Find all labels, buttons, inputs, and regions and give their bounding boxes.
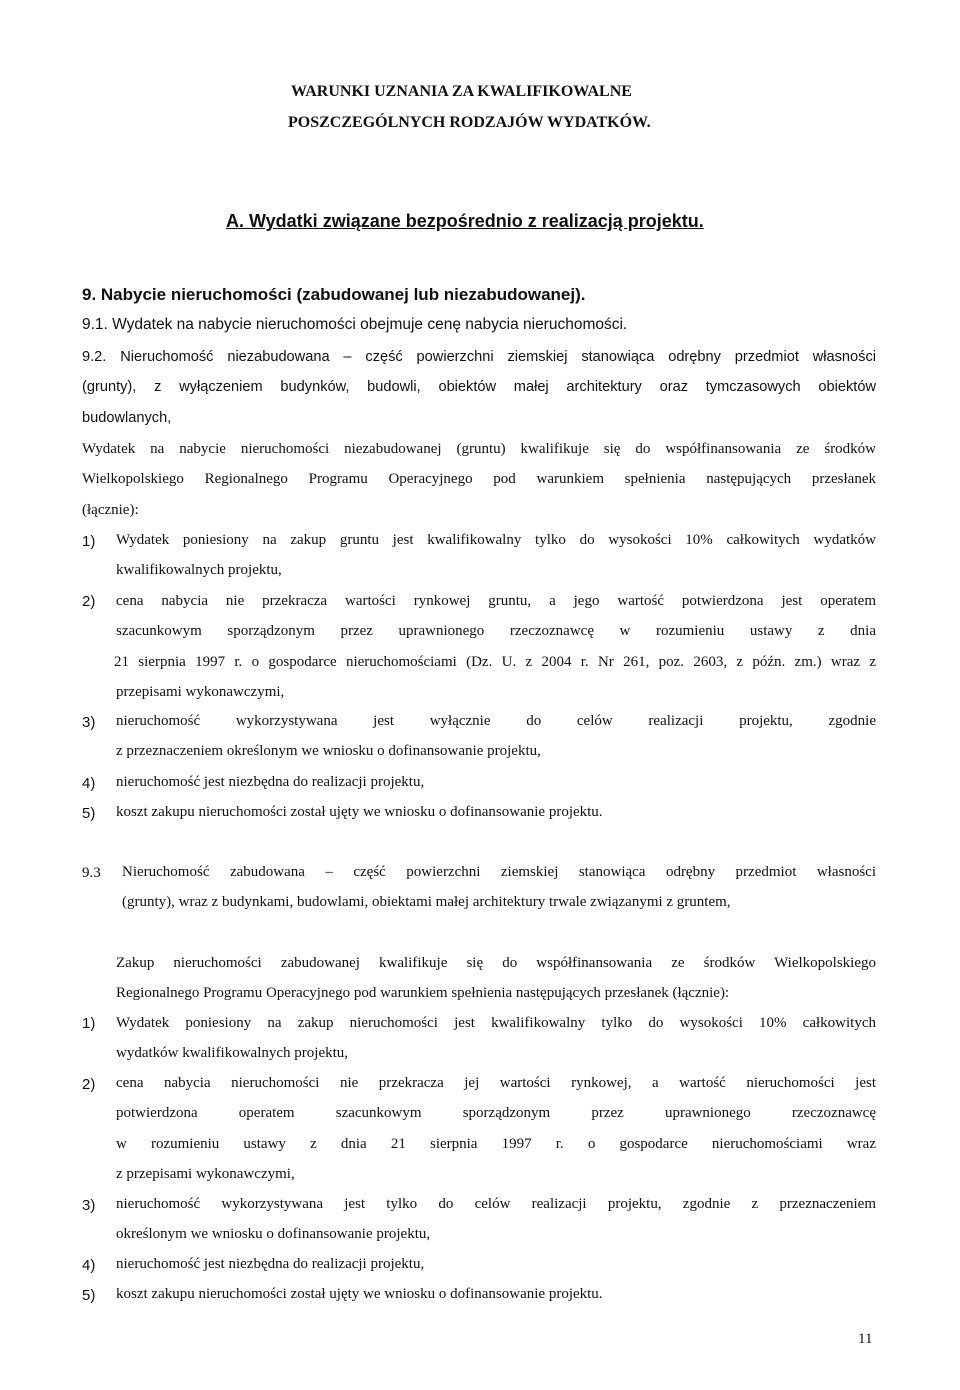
list2-item-1 [116, 1008, 876, 1069]
paragraph-9-2 [82, 342, 876, 433]
list-item-line: koszt zakupu nieruchomości został ujęty we wniosku o dofinansowanie projektu. [116, 1286, 603, 1302]
paragraph-line: Regionalnego Programu Operacyjnego pod warunkiem spełnienia następujących przesłanek (łącznie): [116, 985, 730, 1002]
list-item-line: w rozumieniu ustawy z dnia 21 sierpnia 1997 r. o gospodarce nieruchomościami wraz [116, 1135, 876, 1152]
paragraph-9-1: 9.1. Wydatek na nabycie nieruchomości obejmuje cenę nabycia nieruchomości. [82, 316, 628, 333]
list1-item-5 [116, 797, 876, 827]
list-item-line: Wydatek poniesiony na zakup nieruchomości jest kwalifikowalny tylko do wysokości 10% całkowitych [116, 1015, 876, 1031]
list-item-line: koszt zakupu nieruchomości został ujęty we wniosku o dofinansowanie projektu. [116, 804, 603, 820]
list1-item-2 [116, 586, 876, 707]
page-number: 11 [858, 1331, 873, 1347]
list-item-line: nieruchomość jest niezbędna do realizacji projektu, [116, 774, 425, 790]
paragraph-9-3-intro [116, 948, 876, 1009]
paragraph-9-2-line: budowlanych, [82, 409, 172, 426]
list2-item-4-number: 4) [82, 1257, 96, 1274]
list-item-line: nieruchomość wykorzystywana jest tylko do celów realizacji projektu, zgodnie z przeznaczeniem [116, 1196, 876, 1212]
list-item-line: z przepisami wykonawczymi, [116, 1165, 295, 1182]
list-item-line: nieruchomość jest niezbędna do realizacji projektu, [116, 1256, 425, 1272]
list-item-line: nieruchomość wykorzystywana jest wyłącznie do celów realizacji projektu, zgodnie [116, 713, 876, 729]
list-item-line: szacunkowym sporządzonym przez uprawnionego rzeczoznawcę w rozumieniu ustawy z dnia [116, 623, 876, 640]
list-item-line: 21 sierpnia 1997 r. o gospodarce nieruchomościami (Dz. U. z 2004 r. Nr 261, poz. 2603, z późn. zm.) wraz z [114, 653, 876, 670]
list-item-line: wydatków kwalifikowalnych projektu, [116, 1045, 349, 1062]
list-item-line: określonym we wniosku o dofinansowanie projektu, [116, 1226, 431, 1243]
paragraph-line: Wydatek na nabycie nieruchomości niezabudowanej (gruntu) kwalifikuje się do współfinansowania ze środków [82, 441, 876, 457]
list-item-line: cena nabycia nie przekracza wartości rynkowej gruntu, a jego wartość potwierdzona jest operatem [116, 593, 876, 609]
paragraph-9-2-line: 9.2. Nieruchomość niezabudowana – część powierzchni ziemskiej stanowiąca odrębny przedmiot własności [82, 349, 876, 365]
list2-item-2 [116, 1068, 876, 1189]
list1-item-4-number: 4) [82, 775, 96, 792]
list2-item-1-number: 1) [82, 1015, 96, 1032]
paragraph-9-2-line: (grunty), z wyłączeniem budynków, budowli, obiektów małej architektury oraz tymczasowych obiektów [82, 379, 876, 396]
list2-item-3 [116, 1189, 876, 1250]
list2-item-3-number: 3) [82, 1197, 96, 1214]
list1-item-4 [116, 767, 876, 797]
paragraph-line: (łącznie): [82, 501, 139, 518]
list1-item-1 [116, 525, 876, 586]
list2-item-5 [116, 1279, 876, 1309]
page-title-line-1: WARUNKI UZNANIA ZA KWALIFIKOWALNE [291, 83, 632, 100]
list2-item-5-number: 5) [82, 1287, 96, 1304]
list-item-line: Wydatek poniesiony na zakup gruntu jest kwalifikowalny tylko do wysokości 10% całkowitych wydatków [116, 532, 876, 548]
list-item-line: z przeznaczeniem określonym we wniosku o dofinansowanie projektu, [116, 743, 541, 760]
section-9-heading: 9. Nabycie nieruchomości (zabudowanej lub niezabudowanej). [82, 285, 586, 304]
section-a-heading: A. Wydatki związane bezpośrednio z realizacją projektu. [226, 211, 704, 231]
paragraph-9-3-number: 9.3 [82, 865, 101, 881]
paragraph-line: Wielkopolskiego Regionalnego Programu Operacyjnego pod warunkiem spełnienia następujących przesłanek [82, 471, 876, 488]
list1-item-3 [116, 706, 876, 767]
list-item-line: potwierdzona operatem szacunkowym sporządzonym przez uprawnionego rzeczoznawcę [116, 1105, 876, 1122]
list1-item-3-number: 3) [82, 714, 96, 731]
list2-item-2-number: 2) [82, 1076, 96, 1093]
paragraph-9-3 [122, 857, 876, 918]
paragraph-line: Nieruchomość zabudowana – część powierzchni ziemskiej stanowiąca odrębny przedmiot własności [122, 864, 876, 880]
list-item-line: kwalifikowalnych projektu, [116, 562, 282, 579]
paragraph-line: (grunty), wraz z budynkami, budowlami, obiektami małej architektury trwale związanymi z gruntem, [122, 894, 731, 911]
list1-item-1-number: 1) [82, 533, 96, 550]
list1-item-5-number: 5) [82, 805, 96, 822]
list-item-line: cena nabycia nieruchomości nie przekracza jej wartości rynkowej, a wartość nieruchomości jest [116, 1075, 876, 1091]
paragraph-line: Zakup nieruchomości zabudowanej kwalifikuje się do współfinansowania ze środków Wielkopolskiego [116, 955, 876, 971]
page-title-line-2: POSZCZEGÓLNYCH RODZAJÓW WYDATKÓW. [288, 114, 651, 131]
list-item-line: przepisami wykonawczymi, [116, 683, 285, 700]
paragraph-9-2-intro [82, 434, 876, 525]
list1-item-2-number: 2) [82, 593, 96, 610]
list2-item-4 [116, 1249, 876, 1279]
